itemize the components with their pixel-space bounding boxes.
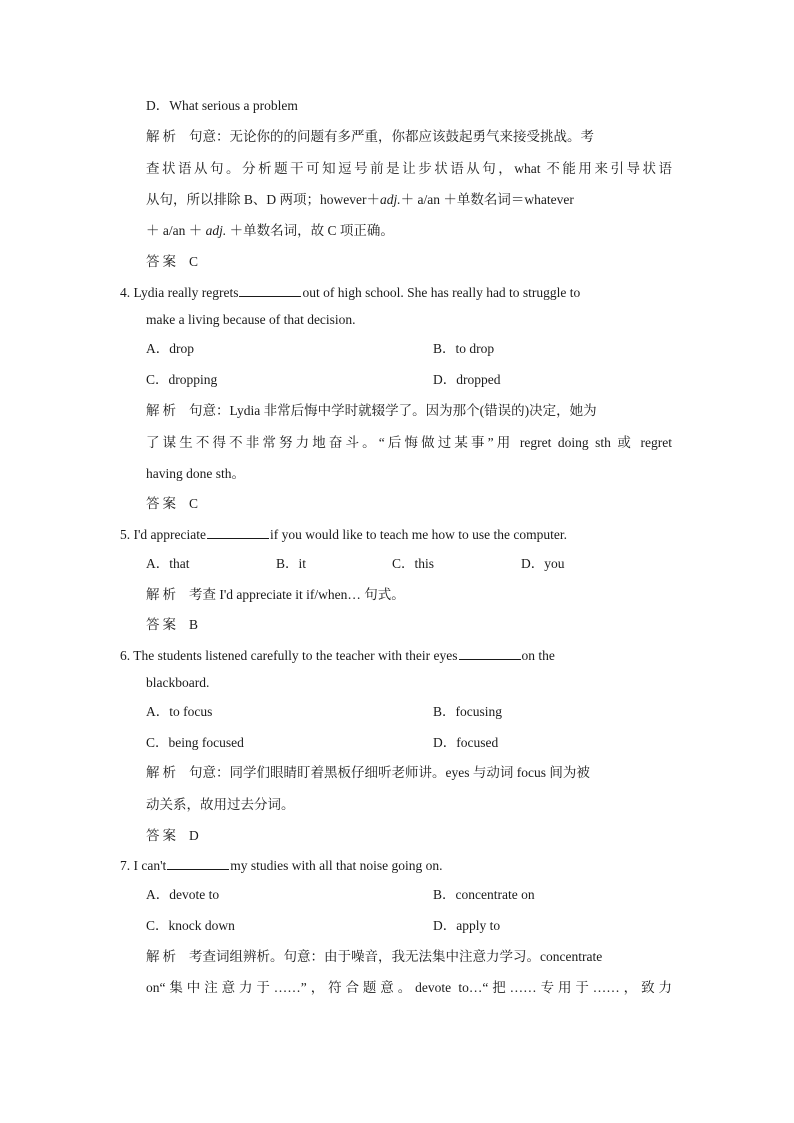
q3-analysis-text1: 句意：无论你的的问题有多严重，你都应该鼓起勇气来接受挑战。考 [189, 129, 594, 144]
q7-analysis-line2: on“集中注意力于……”，符合题意。devote to…“把……专用于……，致力 [146, 980, 672, 995]
q3-analysis-line2: 查状语从句。分析题干可知逗号前是让步状语从句，what 不能用来引导状语 [146, 161, 672, 176]
q6-stem-line2: blackboard. [146, 675, 210, 690]
q7-stem-before: 7. I can't [120, 858, 167, 873]
q4-answer-value: C [189, 496, 199, 511]
q5-answer [146, 616, 198, 634]
q4-stem-line2: make a living because of that decision. [146, 312, 356, 327]
q7-option-d: D．apply to [433, 918, 501, 933]
q4-option-c: C．dropping [146, 372, 218, 387]
q6-answer [146, 827, 199, 845]
q5-blank [207, 526, 269, 539]
q6-option-a: A．to focus [146, 704, 213, 719]
q4-analysis-line3: having done sth。 [146, 466, 245, 481]
q5-stem [120, 526, 567, 544]
q4-analysis-line2: 了谋生不得不非常努力地奋斗。“后悔做过某事”用 regret doing sth 或 regret [146, 435, 672, 450]
q5-option-c: C．this [392, 556, 435, 571]
q5-stem-after: if you would like to teach me how to use the computer. [270, 527, 567, 542]
q5-option-b: B．it [276, 556, 307, 571]
answer-label: 答案 [146, 617, 179, 632]
analysis-label: 解析 [146, 403, 179, 418]
q5-analysis-text: 考查 I'd appreciate it if/when… 句式。 [189, 587, 405, 602]
q4-stem [120, 284, 672, 302]
q6-option-b: B．focusing [433, 704, 502, 719]
q3-analysis-text4b: ＋单数名词，故 C 项正确。 [226, 223, 394, 238]
answer-label: 答案 [146, 496, 179, 511]
q6-blank [459, 647, 521, 660]
answer-label: 答案 [146, 254, 179, 269]
q7-stem-after: my studies with all that noise going on. [230, 858, 443, 873]
q5-answer-value: B [189, 617, 199, 632]
q3-analysis-line3 [146, 191, 672, 209]
q7-stem [120, 857, 443, 875]
q6-analysis-line2: 动关系，故用过去分词。 [146, 797, 295, 812]
q3-analysis-text3b: ＋ a/an ＋单数名词＝whatever [400, 192, 574, 207]
q5-option-d: D．you [521, 556, 565, 571]
analysis-label: 解析 [146, 949, 179, 964]
q7-blank [167, 857, 229, 870]
q6-analysis-text1: 句意：同学们眼睛盯着黑板仔细听老师讲。eyes 与动词 focus 间为被 [189, 765, 590, 780]
q4-option-b: B．to drop [433, 341, 495, 356]
q6-analysis-line1 [146, 764, 672, 782]
q4-stem-after: out of high school. She has really had to struggle to [302, 285, 581, 300]
q4-answer [146, 495, 198, 513]
q6-stem-after: on the [521, 648, 555, 663]
q7-analysis-line1 [146, 948, 672, 966]
q4-stem-before: 4. Lydia really regrets [120, 285, 239, 300]
q5-option-a: A．that [146, 556, 190, 571]
q4-analysis-text1: 句意：Lydia 非常后悔中学时就辍学了。因为那个(错误的)决定，她为 [189, 403, 597, 418]
q3-analysis-text4a: ＋ a/an ＋ [146, 223, 206, 238]
q4-blank [239, 284, 301, 297]
analysis-label: 解析 [146, 587, 179, 602]
q3-analysis-text3a: 从句，所以排除 B、D 两项；however＋ [146, 192, 380, 207]
q5-analysis [146, 586, 405, 604]
q3-answer [146, 253, 198, 271]
q6-stem-before: 6. The students listened carefully to the teacher with their eyes [120, 648, 458, 663]
analysis-label: 解析 [146, 765, 179, 780]
q4-option-d: D．dropped [433, 372, 501, 387]
q7-option-a: A．devote to [146, 887, 220, 902]
q5-stem-before: 5. I'd appreciate [120, 527, 207, 542]
q6-stem [120, 647, 672, 665]
q7-option-c: C．knock down [146, 918, 235, 933]
q3-adj-2: adj. [205, 223, 227, 238]
q6-option-d: D．focused [433, 735, 499, 750]
q3-analysis-line1 [146, 128, 672, 146]
q6-option-c: C．being focused [146, 735, 244, 750]
answer-label: 答案 [146, 828, 179, 843]
q3-analysis-line4 [146, 222, 394, 240]
q7-analysis-text1: 考查词组辨析。句意：由于噪音，我无法集中注意力学习。concentrate [189, 949, 603, 964]
q6-answer-value: D [189, 828, 199, 843]
analysis-label: 解析 [146, 129, 179, 144]
q7-option-b: B．concentrate on [433, 887, 535, 902]
q4-option-a: A．drop [146, 341, 194, 356]
q3-adj-1: adj. [379, 192, 401, 207]
q4-analysis-line1 [146, 402, 672, 420]
q3-option-d: D．What serious a problem [146, 98, 298, 113]
q3-answer-value: C [189, 254, 199, 269]
